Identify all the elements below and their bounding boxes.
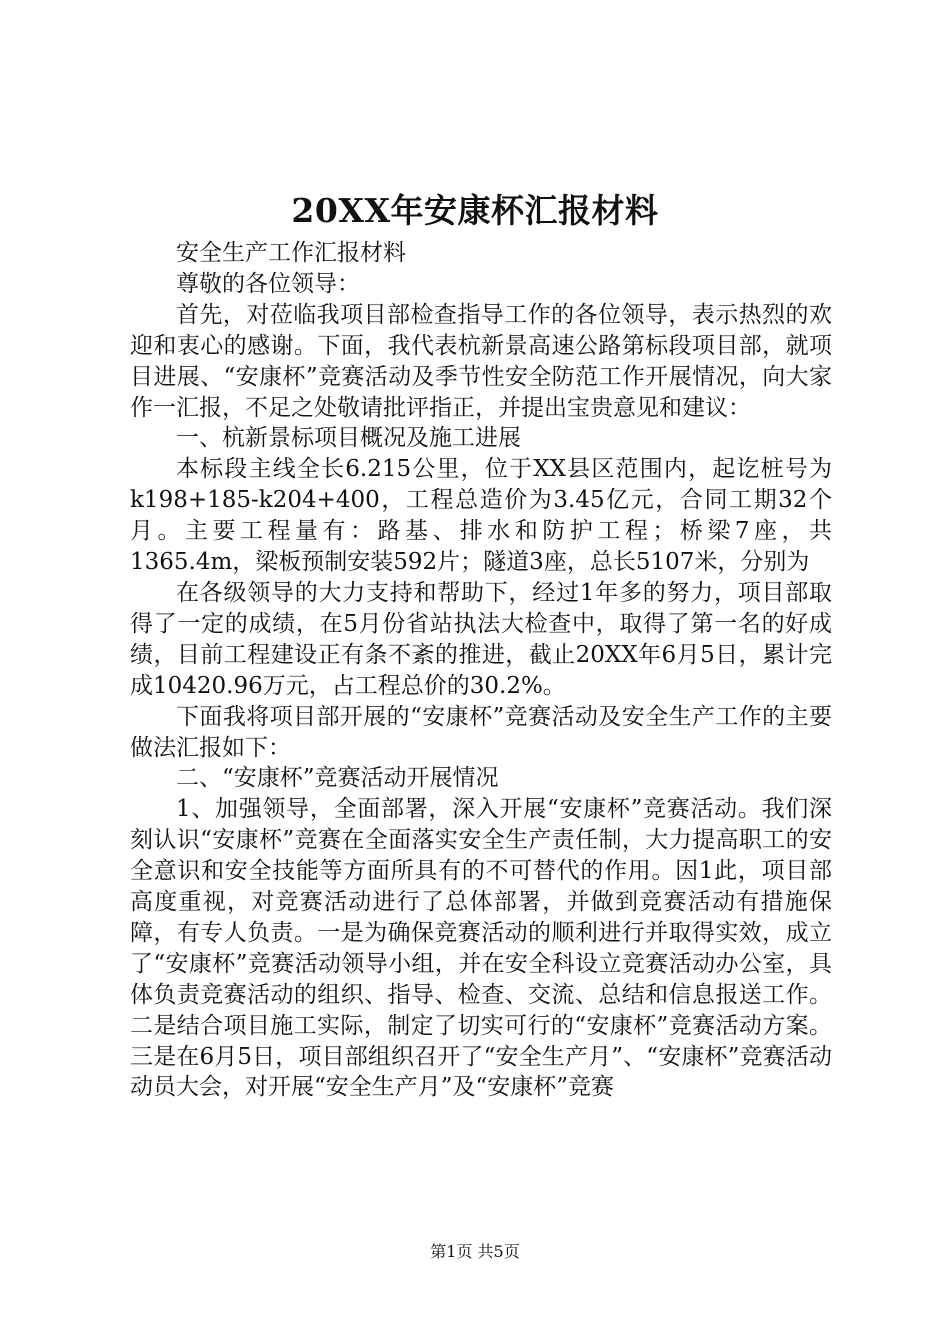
paragraph-progress: 在各级领导的大力支持和帮助下，经过1年多的努力，项目部取得了一定的成绩，在5月份省站执法大检查中，取得了第一名的好成绩，目前工程建设正有条不紊的推进，截止20XX年6月5日，累计完成10420.96万元，占工程总价的30.2%。: [130, 579, 832, 699]
paragraph-salutation: 尊敬的各位领导：: [176, 270, 360, 297]
section-heading-2: 二、“安康杯”竞赛活动开展情况: [176, 765, 499, 792]
paragraph-intro: 首先，对莅临我项目部检查指导工作的各位领导，表示热烈的欢迎和衷心的感谢。下面，我代表杭新景高速公路第标段项目部，就项目进展、“安康杯”竞赛活动及季节性安全防范工作开展情况，向大家作一汇报，不足之处敬请批评指正，并提出宝贵意见和建议：: [130, 301, 832, 421]
section-heading-1: 一、杭新景标项目概况及施工进展: [176, 425, 521, 452]
paragraph-subtitle: 安全生产工作汇报材料: [176, 240, 406, 266]
paragraph-leadership: 1、加强领导，全面部署，深入开展“安康杯”竞赛活动。我们深刻认识“安康杯”竞赛在全面落实安全生产责任制，大力提高职工的安全意识和安全技能等方面所具有的不可替代的作用。因1此，项目部高度重视，对竞赛活动进行了总体部署，并做到竞赛活动有措施保障，有专人负责。一是为确保竞赛活动的顺利进行并取得实效，成立了“安康杯”竞赛活动领导小组，并在安全科设立竞赛活动办公室，具体负责竞赛活动的组织、指导、检查、交流、总结和信息报送工作。二是结合项目施工实际，制定了切实可行的“安康杯”竞赛活动方案。三是在6月5日，项目部组织召开了“安全生产月”、“安康杯”竞赛活动动员大会，对开展“安全生产月”及“安康杯”竞赛: [130, 796, 832, 1101]
page-number: 第1页 共5页: [430, 1242, 520, 1261]
paragraph-overview: 本标段主线全长6.215公里，位于XX县区范围内，起讫桩号为k198+185-k204+400，工程总造价为3.45亿元，合同工期32个月。主要工程量有：路基、排水和防护工程；桥梁7座，共1365.4m，梁板预制安装592片；隧道3座，总长5107米，分别为: [130, 456, 832, 576]
document-body: [130, 238, 832, 1103]
paragraph-transition: 下面我将项目部开展的“安康杯”竞赛活动及安全生产工作的主要做法汇报如下：: [130, 703, 832, 761]
document-title: 20XX年安康杯汇报材料: [291, 191, 659, 230]
